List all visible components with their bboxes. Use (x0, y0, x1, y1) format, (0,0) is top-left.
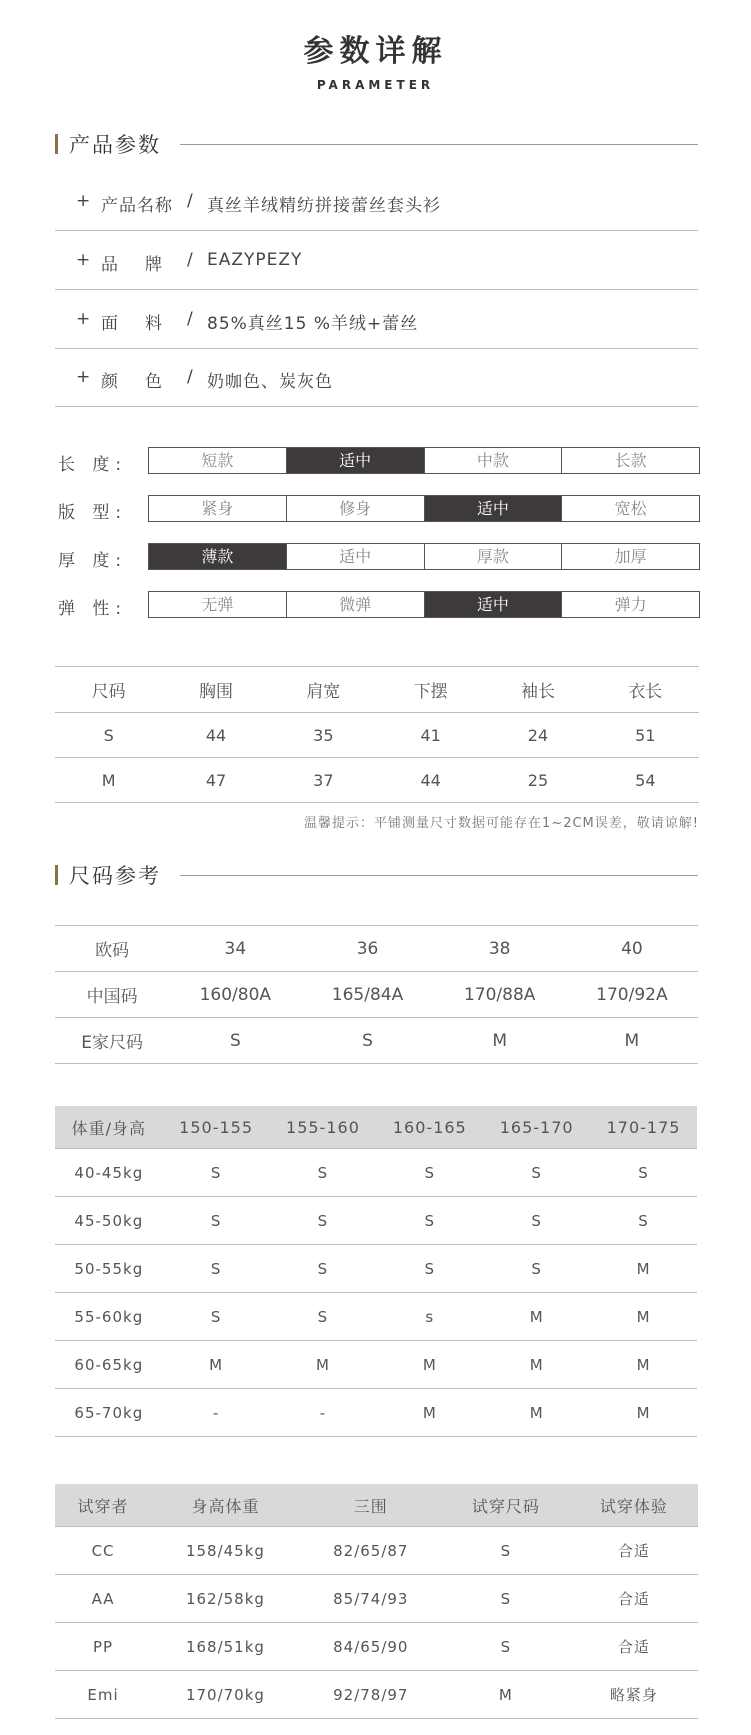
table-cell: 160/80A (169, 972, 301, 1018)
table-cell: 36 (301, 926, 433, 972)
table-row (55, 1527, 698, 1575)
table-cell: S (169, 1018, 301, 1064)
table-cell: PP (55, 1623, 151, 1671)
table-cell: S (442, 1527, 570, 1575)
attr-option: 加厚 (561, 544, 699, 569)
table-cell: M (590, 1389, 697, 1437)
table-header-row (55, 1484, 698, 1527)
attr-option: 厚款 (424, 544, 562, 569)
table-cell: M (163, 1341, 270, 1389)
info-row-color (55, 348, 698, 407)
table-cell: 38 (434, 926, 566, 972)
table-header-cell: 试穿者 (55, 1484, 151, 1527)
table-cell: 85/74/93 (300, 1575, 442, 1623)
table-cell: 168/51kg (151, 1623, 300, 1671)
table-cell: S (163, 1197, 270, 1245)
attr-options (148, 591, 700, 618)
info-separator: / (187, 191, 194, 211)
tryon-table (55, 1484, 698, 1719)
table-cell: M (590, 1341, 697, 1389)
table-header-cell: 试穿尺码 (442, 1484, 570, 1527)
table-cell: 84/65/90 (300, 1623, 442, 1671)
info-label: 产品名称 (101, 196, 173, 216)
section-heading-text: 产品参数 (69, 133, 161, 157)
table-cell: M (590, 1293, 697, 1341)
table-cell: S (55, 713, 162, 758)
table-cell: S (163, 1293, 270, 1341)
table-cell: 158/45kg (151, 1527, 300, 1575)
table-cell: 165/84A (301, 972, 433, 1018)
table-row (55, 972, 698, 1018)
divider (180, 875, 698, 876)
attr-option: 薄款 (149, 544, 286, 569)
table-row (55, 1575, 698, 1623)
table-cell: E家尺码 (55, 1018, 169, 1064)
table-cell: 170/70kg (151, 1671, 300, 1719)
table-cell: M (566, 1018, 698, 1064)
table-header-cell: 165-170 (483, 1106, 590, 1149)
table-cell: 162/58kg (151, 1575, 300, 1623)
attr-option: 适中 (424, 496, 562, 521)
info-separator: / (187, 250, 194, 270)
table-cell: S (270, 1149, 377, 1197)
table-cell: 45-50kg (55, 1197, 163, 1245)
accent-bar (55, 865, 58, 885)
table-cell: 35 (270, 713, 377, 758)
measure-table (55, 666, 699, 803)
table-header-cell: 尺码 (55, 667, 162, 713)
table-header-cell: 袖长 (484, 667, 591, 713)
info-value: 真丝羊绒精纺拼接蕾丝套头衫 (207, 196, 441, 216)
table-cell: 92/78/97 (300, 1671, 442, 1719)
table-cell: 170/92A (566, 972, 698, 1018)
info-label: 面料 (101, 314, 189, 334)
table-header-row (55, 667, 699, 713)
info-separator: / (187, 309, 194, 329)
attr-option: 适中 (424, 592, 562, 617)
table-cell: 40 (566, 926, 698, 972)
table-cell: 44 (162, 713, 269, 758)
table-row (55, 1197, 697, 1245)
attr-option: 适中 (286, 544, 424, 569)
table-cell: 合适 (570, 1527, 698, 1575)
table-cell: S (376, 1197, 483, 1245)
info-row-brand (55, 231, 698, 290)
page-title: 参数详解 (303, 34, 448, 69)
table-row (55, 1245, 697, 1293)
table-cell: M (376, 1389, 483, 1437)
attr-options (148, 543, 700, 570)
weight-height-table (55, 1106, 697, 1437)
table-cell: 60-65kg (55, 1341, 163, 1389)
table-cell: S (301, 1018, 433, 1064)
table-cell: 65-70kg (55, 1389, 163, 1437)
attr-row-elasticity (55, 591, 698, 618)
table-cell: 44 (377, 758, 484, 803)
attr-options (148, 495, 700, 522)
section-heading-product (55, 129, 698, 159)
table-header-cell: 肩宽 (270, 667, 377, 713)
table-cell: M (483, 1389, 590, 1437)
measure-note: 温馨提示：平铺测量尺寸数据可能存在1~2CM误差，敬请谅解! (304, 816, 699, 831)
plus-icon: + (76, 191, 92, 211)
table-cell: M (376, 1341, 483, 1389)
plus-icon: + (76, 250, 92, 270)
table-row (55, 1293, 697, 1341)
attr-label: 厚 度: (58, 551, 128, 571)
table-cell: M (483, 1341, 590, 1389)
table-cell: 170/88A (434, 972, 566, 1018)
table-cell: M (270, 1341, 377, 1389)
section-heading-text: 尺码参考 (69, 864, 161, 888)
attr-option: 无弹 (201, 595, 234, 614)
table-cell: S (442, 1623, 570, 1671)
table-header-cell: 150-155 (163, 1106, 270, 1149)
table-cell: S (163, 1149, 270, 1197)
table-cell: 41 (377, 713, 484, 758)
accent-bar (55, 134, 58, 154)
divider (180, 144, 698, 145)
attr-option: 适中 (286, 448, 424, 473)
info-label: 品牌 (101, 255, 189, 275)
table-row (55, 1018, 698, 1064)
table-header-cell: 三围 (300, 1484, 442, 1527)
attr-row-fit (55, 495, 698, 522)
table-row (55, 926, 698, 972)
table-cell: 34 (169, 926, 301, 972)
table-cell: M (590, 1245, 697, 1293)
table-cell: Emi (55, 1671, 151, 1719)
attr-option: 短款 (201, 451, 234, 470)
table-cell: 51 (592, 713, 699, 758)
table-row (55, 758, 699, 803)
table-cell: - (270, 1389, 377, 1437)
attr-option: 修身 (286, 496, 424, 521)
table-row (55, 1149, 697, 1197)
table-header-cell: 衣长 (592, 667, 699, 713)
attr-row-thickness (55, 543, 698, 570)
attr-option: 长款 (561, 448, 699, 473)
table-cell: AA (55, 1575, 151, 1623)
table-cell: s (376, 1293, 483, 1341)
table-cell: S (270, 1245, 377, 1293)
table-row (55, 1341, 697, 1389)
table-header-cell: 170-175 (590, 1106, 697, 1149)
table-cell: 47 (162, 758, 269, 803)
info-row-name (55, 172, 698, 231)
table-row (55, 1389, 697, 1437)
attr-label: 弹 性: (58, 599, 128, 619)
table-cell: S (270, 1197, 377, 1245)
table-cell: S (483, 1149, 590, 1197)
table-cell: 25 (484, 758, 591, 803)
attr-option: 弹力 (561, 592, 699, 617)
info-separator: / (187, 367, 194, 387)
table-cell: 55-60kg (55, 1293, 163, 1341)
table-cell: M (483, 1293, 590, 1341)
table-row (55, 713, 699, 758)
size-table (55, 925, 698, 1064)
table-cell: M (55, 758, 162, 803)
table-cell: S (590, 1149, 697, 1197)
table-cell: 54 (592, 758, 699, 803)
table-cell: S (483, 1197, 590, 1245)
attr-option: 中款 (424, 448, 562, 473)
table-cell: 合适 (570, 1575, 698, 1623)
plus-icon: + (76, 367, 92, 387)
table-header-cell: 下摆 (377, 667, 484, 713)
table-cell: S (376, 1149, 483, 1197)
info-value: EAZYPEZY (207, 250, 303, 270)
attr-row-length (55, 447, 698, 474)
info-label: 颜色 (101, 372, 189, 392)
info-value: 奶咖色、炭灰色 (207, 372, 333, 392)
table-cell: S (270, 1293, 377, 1341)
attr-label: 版 型: (58, 503, 128, 523)
table-cell: S (376, 1245, 483, 1293)
attr-option: 微弹 (286, 592, 424, 617)
page-subtitle: PARAMETER (316, 78, 435, 92)
table-cell: 37 (270, 758, 377, 803)
table-header-cell: 试穿体验 (570, 1484, 698, 1527)
table-cell: - (163, 1389, 270, 1437)
table-header-cell: 身高体重 (151, 1484, 300, 1527)
table-cell: S (163, 1245, 270, 1293)
table-cell: 略紧身 (570, 1671, 698, 1719)
table-row (55, 1671, 698, 1719)
attr-options (148, 447, 700, 474)
table-cell: M (434, 1018, 566, 1064)
table-header-cell: 155-160 (270, 1106, 377, 1149)
table-cell: 50-55kg (55, 1245, 163, 1293)
table-header-cell: 胸围 (162, 667, 269, 713)
table-cell: 中国码 (55, 972, 169, 1018)
table-cell: 24 (484, 713, 591, 758)
table-cell: 欧码 (55, 926, 169, 972)
table-cell: S (442, 1575, 570, 1623)
table-cell: S (483, 1245, 590, 1293)
table-cell: 82/65/87 (300, 1527, 442, 1575)
table-cell: 40-45kg (55, 1149, 163, 1197)
attr-label: 长 度: (58, 455, 128, 475)
table-header-cell: 160-165 (376, 1106, 483, 1149)
table-cell: CC (55, 1527, 151, 1575)
table-cell: M (442, 1671, 570, 1719)
table-cell: S (590, 1197, 697, 1245)
table-header-row (55, 1106, 697, 1149)
table-row (55, 1623, 698, 1671)
plus-icon: + (76, 309, 92, 329)
attr-option: 紧身 (201, 499, 234, 518)
attr-option: 宽松 (561, 496, 699, 521)
table-cell: 合适 (570, 1623, 698, 1671)
info-row-fabric (55, 290, 698, 349)
info-value: 85%真丝15 %羊绒+蕾丝 (207, 314, 419, 334)
section-heading-size (55, 860, 698, 890)
table-header-cell: 体重/身高 (55, 1106, 163, 1149)
